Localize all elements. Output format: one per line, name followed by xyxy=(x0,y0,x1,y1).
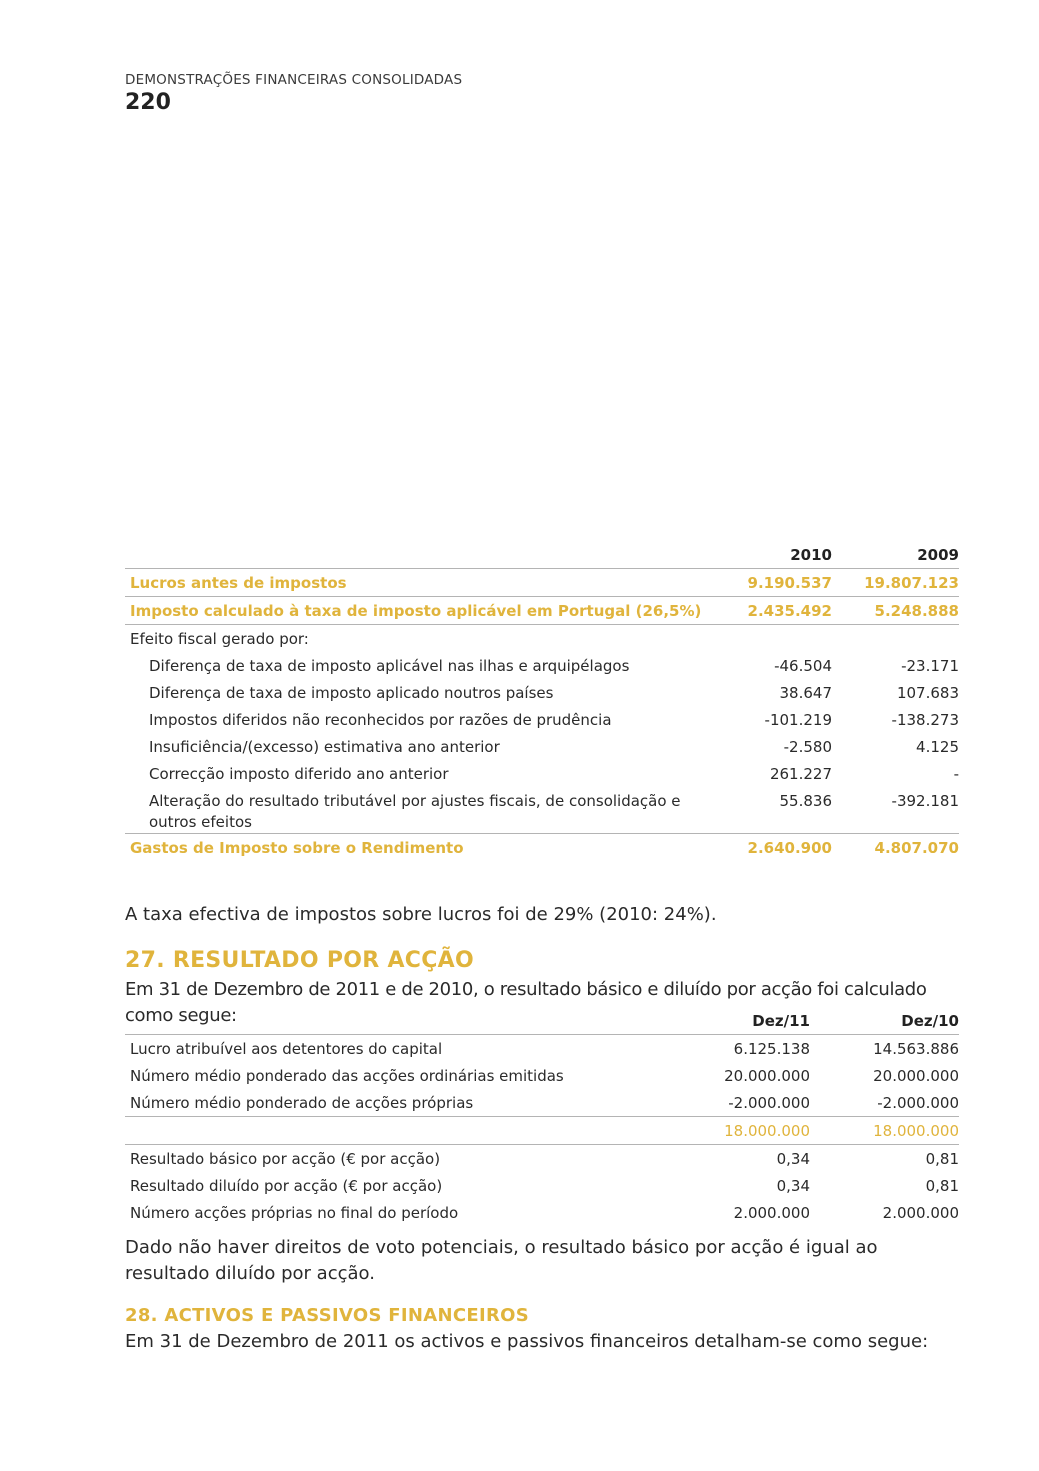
value-2010: -46.504 xyxy=(774,656,832,675)
column-header-dez11: Dez/11 xyxy=(661,1007,810,1035)
value-2009: 4.807.070 xyxy=(874,838,959,857)
value-dez10: 0,81 xyxy=(925,1176,959,1195)
section-27-intro: Em 31 de Dezembro de 2011 e de 2010, o resultado básico e diluído por acção foi calculado como segue: xyxy=(125,979,927,1026)
value-dez10: -2.000.000 xyxy=(810,1089,959,1117)
table-row xyxy=(125,1035,959,1063)
value-dez11: -2.000.000 xyxy=(661,1089,810,1117)
column-header-dez10: Dez/10 xyxy=(810,1007,959,1035)
table-row xyxy=(125,733,959,760)
value-dez11: 20.000.000 xyxy=(724,1066,810,1085)
value-2010: 2.435.492 xyxy=(715,597,832,625)
table-row xyxy=(125,1062,959,1089)
row-label-line1: Alteração do resultado tributável por ajustes fiscais, de consolidação e xyxy=(149,792,681,810)
row-label xyxy=(125,787,715,834)
section-27-note: Dado não haver direitos de voto potenciais, o resultado básico por acção é igual ao resultado diluído por acção. xyxy=(125,1237,878,1284)
value-2010: 2.640.900 xyxy=(747,838,832,857)
table-row-total xyxy=(125,834,959,862)
value-2009: 5.248.888 xyxy=(832,597,959,625)
value-dez11: 6.125.138 xyxy=(733,1039,810,1058)
table-row xyxy=(125,1145,959,1173)
row-label: Número médio ponderado das acções ordinárias emitidas xyxy=(130,1066,564,1085)
page-number: 220 xyxy=(125,90,171,115)
table-row xyxy=(125,1199,959,1226)
row-label: Lucro atribuível aos detentores do capital xyxy=(130,1039,443,1058)
value-2009: -138.273 xyxy=(891,710,959,729)
value-2009: -23.171 xyxy=(901,656,959,675)
row-label: Resultado básico por acção (€ por acção) xyxy=(130,1149,441,1168)
row-label: Impostos diferidos não reconhecidos por razões de prudência xyxy=(149,710,612,729)
value-dez11: 0,34 xyxy=(776,1176,810,1195)
row-label: Correcção imposto diferido ano anterior xyxy=(149,764,449,783)
row-label: Gastos de Imposto sobre o Rendimento xyxy=(130,838,464,857)
value-dez10: 2.000.000 xyxy=(882,1203,959,1222)
row-label-line2: outros efeitos xyxy=(149,813,252,831)
table-row-adjustments xyxy=(125,787,959,834)
table-row xyxy=(125,1172,959,1199)
subtotal-dez11: 18.000.000 xyxy=(661,1117,810,1145)
section-27-title: 27. RESULTADO POR ACÇÃO xyxy=(125,948,475,973)
row-label: Imposto calculado à taxa de imposto aplicável em Portugal (26,5%) xyxy=(125,597,715,625)
value-2010: -101.219 xyxy=(764,710,832,729)
table-row xyxy=(125,679,959,706)
table-row-effects-label xyxy=(125,625,959,653)
row-label: Número acções próprias no final do período xyxy=(130,1203,459,1222)
value-2009: - xyxy=(953,764,959,783)
column-header-2009: 2009 xyxy=(832,541,959,569)
section-title: DEMONSTRAÇÕES FINANCEIRAS CONSOLIDADAS xyxy=(125,72,463,88)
value-2010: 55.836 xyxy=(715,787,832,834)
value-2009: 107.683 xyxy=(896,683,959,702)
page-header xyxy=(125,72,462,115)
table-header-row xyxy=(125,541,959,569)
table-row xyxy=(125,652,959,679)
row-label: Lucros antes de impostos xyxy=(125,569,715,597)
value-dez10: 20.000.000 xyxy=(873,1066,959,1085)
table-row-profit-before-tax xyxy=(125,569,959,597)
value-2009: 4.125 xyxy=(916,737,959,756)
row-label: Insuficiência/(excesso) estimativa ano anterior xyxy=(149,737,500,756)
value-2010: 38.647 xyxy=(779,683,832,702)
row-label: Diferença de taxa de imposto aplicável nas ilhas e arquipélagos xyxy=(149,656,630,675)
row-label: Resultado diluído por acção (€ por acção) xyxy=(130,1176,443,1195)
value-2009: 19.807.123 xyxy=(832,569,959,597)
value-2010: -2.580 xyxy=(783,737,832,756)
table-row-subtotal xyxy=(125,1117,959,1145)
table-row xyxy=(125,760,959,787)
subtotal-dez10: 18.000.000 xyxy=(810,1117,959,1145)
value-2010: 261.227 xyxy=(769,764,832,783)
effective-rate-text: A taxa efectiva de impostos sobre lucros foi de 29% (2010: 24%). xyxy=(125,904,717,925)
value-2009: -392.181 xyxy=(832,787,959,834)
row-label: Diferença de taxa de imposto aplicado noutros países xyxy=(149,683,554,702)
table-header-row xyxy=(125,1007,959,1035)
row-label: Efeito fiscal gerado por: xyxy=(130,629,309,648)
section-28-title: 28. ACTIVOS E PASSIVOS FINANCEIROS xyxy=(125,1305,529,1326)
value-2010: 9.190.537 xyxy=(715,569,832,597)
earnings-per-share-table xyxy=(125,1007,959,1226)
table-row xyxy=(125,706,959,733)
value-dez11: 2.000.000 xyxy=(733,1203,810,1222)
row-label: Número médio ponderado de acções próprias xyxy=(125,1089,661,1117)
table-row-tax-at-rate xyxy=(125,597,959,625)
table-row xyxy=(125,1089,959,1117)
value-dez11: 0,34 xyxy=(776,1149,810,1168)
section-28-intro: Em 31 de Dezembro de 2011 os activos e passivos financeiros detalham-se como segue: xyxy=(125,1331,929,1352)
value-dez10: 0,81 xyxy=(925,1149,959,1168)
column-header-2010: 2010 xyxy=(715,541,832,569)
tax-reconciliation-table xyxy=(125,541,959,861)
value-dez10: 14.563.886 xyxy=(873,1039,959,1058)
